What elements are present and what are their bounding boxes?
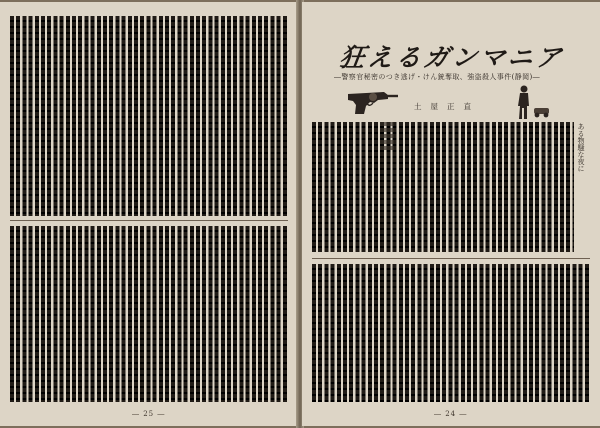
article-title: 狂えるガンマニア — [337, 43, 566, 72]
left-page — [0, 2, 298, 426]
left-lower-body-text — [10, 226, 288, 402]
standing-figure-icon — [512, 84, 552, 120]
right-intro-text-fragment — [380, 122, 394, 152]
author-byline: 土屋正直 — [414, 102, 480, 111]
left-page-number: ― 25 ― — [132, 410, 166, 418]
right-page-number: ― 24 ― — [434, 410, 468, 418]
left-page-divider — [10, 220, 288, 221]
right-page-divider — [312, 258, 590, 259]
article-subtitle: ―警察官秘密のつき逃げ・けん銃奪取、強盗殺人事件(静岡)― — [334, 73, 541, 81]
right-lower-body-text — [312, 264, 590, 402]
right-upper-body-text — [312, 122, 574, 252]
left-upper-body-text — [10, 16, 288, 216]
section-heading: ある物騒な夜に — [577, 123, 585, 172]
revolver-icon — [344, 86, 402, 116]
